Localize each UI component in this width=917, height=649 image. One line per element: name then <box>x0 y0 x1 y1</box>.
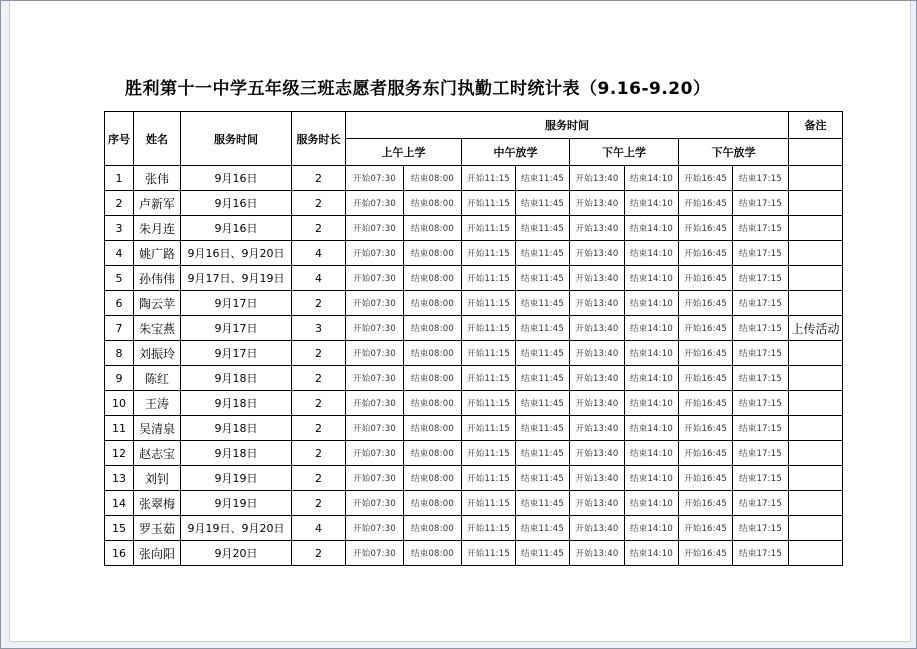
cell-am-end: 结束08:00 <box>404 541 462 566</box>
cell-seq: 10 <box>105 391 134 416</box>
cell-eve-start: 开始16:45 <box>679 366 733 391</box>
cell-eve-end: 结束17:15 <box>733 416 789 441</box>
cell-name: 姚广路 <box>134 241 181 266</box>
cell-remark <box>789 341 843 366</box>
header-period-noon: 中午放学 <box>462 139 570 166</box>
header-remarks-blank <box>789 139 843 166</box>
cell-eve-end: 结束17:15 <box>733 216 789 241</box>
cell-pm-end: 结束14:10 <box>625 241 679 266</box>
cell-noon-start: 开始11:15 <box>462 466 516 491</box>
cell-am-end: 结束08:00 <box>404 191 462 216</box>
cell-noon-start: 开始11:15 <box>462 266 516 291</box>
header-service-date: 服务时间 <box>181 112 292 166</box>
cell-am-end: 结束08:00 <box>404 516 462 541</box>
cell-noon-start: 开始11:15 <box>462 541 516 566</box>
cell-am-start: 开始07:30 <box>346 466 404 491</box>
cell-am-end: 结束08:00 <box>404 391 462 416</box>
table-row <box>105 541 843 566</box>
cell-name: 朱月连 <box>134 216 181 241</box>
cell-name: 张翠梅 <box>134 491 181 516</box>
cell-noon-end: 结束11:45 <box>516 491 570 516</box>
cell-date: 9月20日 <box>181 541 292 566</box>
cell-hours: 2 <box>292 191 346 216</box>
cell-hours: 2 <box>292 441 346 466</box>
cell-hours: 2 <box>292 541 346 566</box>
cell-am-start: 开始07:30 <box>346 241 404 266</box>
cell-seq: 2 <box>105 191 134 216</box>
cell-noon-start: 开始11:15 <box>462 191 516 216</box>
cell-am-end: 结束08:00 <box>404 316 462 341</box>
cell-am-end: 结束08:00 <box>404 166 462 191</box>
hours-table <box>104 111 843 566</box>
cell-hours: 2 <box>292 341 346 366</box>
cell-date: 9月19日 <box>181 491 292 516</box>
cell-am-start: 开始07:30 <box>346 191 404 216</box>
cell-hours: 4 <box>292 241 346 266</box>
cell-eve-end: 结束17:15 <box>733 541 789 566</box>
cell-remark: 上传活动 <box>789 316 843 341</box>
cell-pm-end: 结束14:10 <box>625 541 679 566</box>
cell-eve-start: 开始16:45 <box>679 216 733 241</box>
cell-pm-start: 开始13:40 <box>570 166 625 191</box>
cell-remark <box>789 191 843 216</box>
cell-remark <box>789 491 843 516</box>
cell-am-end: 结束08:00 <box>404 491 462 516</box>
cell-noon-start: 开始11:15 <box>462 491 516 516</box>
cell-name: 罗玉茹 <box>134 516 181 541</box>
cell-remark <box>789 416 843 441</box>
cell-seq: 16 <box>105 541 134 566</box>
cell-am-end: 结束08:00 <box>404 266 462 291</box>
cell-pm-start: 开始13:40 <box>570 366 625 391</box>
cell-remark <box>789 466 843 491</box>
cell-noon-end: 结束11:45 <box>516 341 570 366</box>
cell-remark <box>789 441 843 466</box>
cell-date: 9月16日 <box>181 216 292 241</box>
cell-hours: 2 <box>292 366 346 391</box>
cell-am-start: 开始07:30 <box>346 541 404 566</box>
cell-noon-end: 结束11:45 <box>516 241 570 266</box>
cell-noon-start: 开始11:15 <box>462 341 516 366</box>
cell-pm-end: 结束14:10 <box>625 516 679 541</box>
header-seq: 序号 <box>105 112 134 166</box>
cell-pm-end: 结束14:10 <box>625 291 679 316</box>
cell-pm-start: 开始13:40 <box>570 416 625 441</box>
cell-noon-start: 开始11:15 <box>462 366 516 391</box>
cell-pm-end: 结束14:10 <box>625 316 679 341</box>
cell-name: 张向阳 <box>134 541 181 566</box>
sheet-title: 胜利第十一中学五年级三班志愿者服务东门执勤工时统计表（9.16-9.20） <box>125 79 711 99</box>
cell-hours: 4 <box>292 516 346 541</box>
header-remarks: 备注 <box>789 112 843 139</box>
cell-eve-start: 开始16:45 <box>679 291 733 316</box>
cell-pm-end: 结束14:10 <box>625 341 679 366</box>
cell-hours: 3 <box>292 316 346 341</box>
cell-eve-start: 开始16:45 <box>679 416 733 441</box>
cell-date: 9月17日 <box>181 291 292 316</box>
table-row <box>105 341 843 366</box>
table-row <box>105 291 843 316</box>
cell-name: 张伟 <box>134 166 181 191</box>
cell-am-end: 结束08:00 <box>404 241 462 266</box>
cell-am-end: 结束08:00 <box>404 216 462 241</box>
cell-hours: 2 <box>292 466 346 491</box>
cell-noon-start: 开始11:15 <box>462 416 516 441</box>
cell-hours: 4 <box>292 266 346 291</box>
cell-am-start: 开始07:30 <box>346 291 404 316</box>
cell-noon-end: 结束11:45 <box>516 516 570 541</box>
cell-eve-end: 结束17:15 <box>733 516 789 541</box>
cell-noon-start: 开始11:15 <box>462 291 516 316</box>
cell-noon-end: 结束11:45 <box>516 291 570 316</box>
cell-eve-end: 结束17:15 <box>733 466 789 491</box>
table-row <box>105 266 843 291</box>
cell-eve-end: 结束17:15 <box>733 241 789 266</box>
cell-pm-start: 开始13:40 <box>570 291 625 316</box>
cell-date: 9月16日 <box>181 191 292 216</box>
cell-date: 9月19日 <box>181 466 292 491</box>
cell-eve-end: 结束17:15 <box>733 391 789 416</box>
cell-noon-end: 结束11:45 <box>516 266 570 291</box>
cell-seq: 9 <box>105 366 134 391</box>
cell-eve-end: 结束17:15 <box>733 191 789 216</box>
cell-date: 9月17日 <box>181 341 292 366</box>
cell-pm-start: 开始13:40 <box>570 466 625 491</box>
cell-am-start: 开始07:30 <box>346 441 404 466</box>
table-row <box>105 366 843 391</box>
cell-noon-end: 结束11:45 <box>516 166 570 191</box>
cell-seq: 1 <box>105 166 134 191</box>
cell-seq: 6 <box>105 291 134 316</box>
cell-remark <box>789 266 843 291</box>
table-row <box>105 441 843 466</box>
cell-date: 9月18日 <box>181 441 292 466</box>
cell-pm-start: 开始13:40 <box>570 491 625 516</box>
cell-name: 吴清泉 <box>134 416 181 441</box>
cell-seq: 13 <box>105 466 134 491</box>
table-row <box>105 166 843 191</box>
cell-am-end: 结束08:00 <box>404 441 462 466</box>
cell-noon-start: 开始11:15 <box>462 516 516 541</box>
cell-noon-start: 开始11:15 <box>462 441 516 466</box>
table-row <box>105 316 843 341</box>
cell-noon-end: 结束11:45 <box>516 541 570 566</box>
cell-pm-end: 结束14:10 <box>625 266 679 291</box>
cell-name: 卢新军 <box>134 191 181 216</box>
cell-seq: 15 <box>105 516 134 541</box>
cell-noon-start: 开始11:15 <box>462 216 516 241</box>
cell-name: 陶云苹 <box>134 291 181 316</box>
cell-pm-start: 开始13:40 <box>570 341 625 366</box>
cell-date: 9月17日、9月19日 <box>181 266 292 291</box>
cell-date: 9月18日 <box>181 391 292 416</box>
cell-am-start: 开始07:30 <box>346 366 404 391</box>
cell-noon-end: 结束11:45 <box>516 466 570 491</box>
cell-am-start: 开始07:30 <box>346 341 404 366</box>
cell-seq: 12 <box>105 441 134 466</box>
cell-pm-end: 结束14:10 <box>625 441 679 466</box>
cell-hours: 2 <box>292 291 346 316</box>
cell-am-start: 开始07:30 <box>346 316 404 341</box>
cell-date: 9月16日 <box>181 166 292 191</box>
cell-pm-start: 开始13:40 <box>570 241 625 266</box>
cell-pm-end: 结束14:10 <box>625 466 679 491</box>
table-body <box>105 166 843 566</box>
cell-pm-start: 开始13:40 <box>570 266 625 291</box>
cell-eve-start: 开始16:45 <box>679 266 733 291</box>
cell-pm-end: 结束14:10 <box>625 216 679 241</box>
cell-eve-start: 开始16:45 <box>679 516 733 541</box>
cell-date: 9月18日 <box>181 416 292 441</box>
cell-eve-start: 开始16:45 <box>679 241 733 266</box>
cell-seq: 8 <box>105 341 134 366</box>
cell-remark <box>789 166 843 191</box>
cell-eve-start: 开始16:45 <box>679 391 733 416</box>
cell-pm-end: 结束14:10 <box>625 416 679 441</box>
cell-name: 王涛 <box>134 391 181 416</box>
cell-pm-start: 开始13:40 <box>570 216 625 241</box>
cell-eve-start: 开始16:45 <box>679 466 733 491</box>
sheet-page <box>9 1 911 642</box>
cell-remark <box>789 291 843 316</box>
header-service-hours: 服务时长 <box>292 112 346 166</box>
header-period-am: 上午上学 <box>346 139 462 166</box>
cell-noon-end: 结束11:45 <box>516 216 570 241</box>
cell-name: 陈红 <box>134 366 181 391</box>
table-row <box>105 491 843 516</box>
cell-name: 赵志宝 <box>134 441 181 466</box>
cell-am-start: 开始07:30 <box>346 266 404 291</box>
cell-pm-end: 结束14:10 <box>625 366 679 391</box>
cell-date: 9月17日 <box>181 316 292 341</box>
cell-name: 刘振玲 <box>134 341 181 366</box>
table-row <box>105 216 843 241</box>
cell-eve-end: 结束17:15 <box>733 316 789 341</box>
cell-remark <box>789 366 843 391</box>
cell-hours: 2 <box>292 416 346 441</box>
cell-eve-start: 开始16:45 <box>679 441 733 466</box>
cell-remark <box>789 391 843 416</box>
cell-date: 9月18日 <box>181 366 292 391</box>
cell-noon-end: 结束11:45 <box>516 416 570 441</box>
table-row <box>105 191 843 216</box>
cell-noon-start: 开始11:15 <box>462 166 516 191</box>
cell-name: 孙伟伟 <box>134 266 181 291</box>
cell-noon-start: 开始11:15 <box>462 391 516 416</box>
cell-eve-start: 开始16:45 <box>679 166 733 191</box>
cell-hours: 2 <box>292 216 346 241</box>
cell-seq: 7 <box>105 316 134 341</box>
cell-seq: 5 <box>105 266 134 291</box>
table-row <box>105 241 843 266</box>
cell-pm-end: 结束14:10 <box>625 391 679 416</box>
cell-pm-start: 开始13:40 <box>570 516 625 541</box>
cell-noon-start: 开始11:15 <box>462 241 516 266</box>
cell-pm-end: 结束14:10 <box>625 491 679 516</box>
cell-pm-start: 开始13:40 <box>570 441 625 466</box>
table-row <box>105 516 843 541</box>
cell-pm-start: 开始13:40 <box>570 191 625 216</box>
cell-eve-end: 结束17:15 <box>733 491 789 516</box>
cell-eve-end: 结束17:15 <box>733 266 789 291</box>
table-row <box>105 416 843 441</box>
cell-seq: 11 <box>105 416 134 441</box>
cell-noon-end: 结束11:45 <box>516 191 570 216</box>
cell-eve-end: 结束17:15 <box>733 441 789 466</box>
cell-noon-end: 结束11:45 <box>516 391 570 416</box>
cell-hours: 2 <box>292 391 346 416</box>
cell-remark <box>789 241 843 266</box>
table-row <box>105 466 843 491</box>
cell-eve-start: 开始16:45 <box>679 541 733 566</box>
cell-name: 朱宝燕 <box>134 316 181 341</box>
cell-am-end: 结束08:00 <box>404 416 462 441</box>
cell-date: 9月19日、9月20日 <box>181 516 292 541</box>
cell-name: 刘钊 <box>134 466 181 491</box>
cell-am-start: 开始07:30 <box>346 166 404 191</box>
cell-eve-end: 结束17:15 <box>733 366 789 391</box>
cell-noon-end: 结束11:45 <box>516 366 570 391</box>
cell-eve-end: 结束17:15 <box>733 166 789 191</box>
cell-remark <box>789 216 843 241</box>
cell-am-end: 结束08:00 <box>404 291 462 316</box>
cell-date: 9月16日、9月20日 <box>181 241 292 266</box>
table-row <box>105 391 843 416</box>
header-period-eve: 下午放学 <box>679 139 789 166</box>
cell-eve-start: 开始16:45 <box>679 341 733 366</box>
cell-am-start: 开始07:30 <box>346 516 404 541</box>
cell-eve-end: 结束17:15 <box>733 291 789 316</box>
cell-pm-start: 开始13:40 <box>570 541 625 566</box>
cell-noon-end: 结束11:45 <box>516 316 570 341</box>
cell-pm-start: 开始13:40 <box>570 391 625 416</box>
cell-seq: 3 <box>105 216 134 241</box>
cell-noon-start: 开始11:15 <box>462 316 516 341</box>
cell-noon-end: 结束11:45 <box>516 441 570 466</box>
cell-am-end: 结束08:00 <box>404 466 462 491</box>
cell-am-start: 开始07:30 <box>346 416 404 441</box>
cell-am-start: 开始07:30 <box>346 391 404 416</box>
cell-pm-end: 结束14:10 <box>625 166 679 191</box>
cell-pm-start: 开始13:40 <box>570 316 625 341</box>
cell-am-start: 开始07:30 <box>346 216 404 241</box>
cell-am-start: 开始07:30 <box>346 491 404 516</box>
cell-eve-start: 开始16:45 <box>679 191 733 216</box>
cell-eve-start: 开始16:45 <box>679 491 733 516</box>
cell-eve-start: 开始16:45 <box>679 316 733 341</box>
cell-seq: 4 <box>105 241 134 266</box>
header-period-pm: 下午上学 <box>570 139 679 166</box>
cell-remark <box>789 541 843 566</box>
cell-am-end: 结束08:00 <box>404 366 462 391</box>
cell-am-end: 结束08:00 <box>404 341 462 366</box>
cell-hours: 2 <box>292 491 346 516</box>
cell-seq: 14 <box>105 491 134 516</box>
cell-remark <box>789 516 843 541</box>
cell-eve-end: 结束17:15 <box>733 341 789 366</box>
header-name: 姓名 <box>134 112 181 166</box>
header-service-time-group: 服务时间 <box>346 112 789 139</box>
cell-pm-end: 结束14:10 <box>625 191 679 216</box>
cell-hours: 2 <box>292 166 346 191</box>
